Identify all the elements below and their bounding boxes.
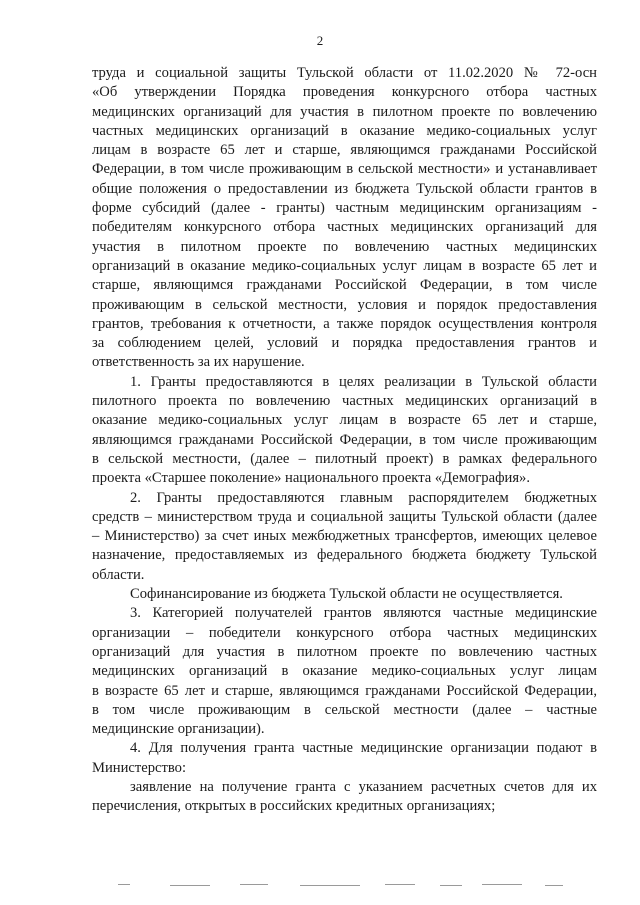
text-line: медицинских организаций в оказание медико-социальных услуг лицам <box>92 663 597 680</box>
text-line: организаций для участия в пилотном проекте по вовлечению частных <box>92 643 597 660</box>
text-line: общие положения о предоставлении из бюджета Тульской области грантов в <box>92 180 597 197</box>
text-line: медицинские организации). <box>92 721 265 738</box>
paragraph <box>92 739 597 778</box>
page-number: 2 <box>316 33 324 48</box>
text-line: за соблюдением целей, условий и порядка предоставления грантов и <box>92 335 597 352</box>
text-line: 1. Гранты предоставляются в целях реализации в Тульской области <box>130 373 597 390</box>
scan-artifact <box>545 885 563 886</box>
text-line: являющимся гражданами Российской Федерации, в том числе проживающим <box>92 431 597 448</box>
scan-artifact <box>240 884 268 885</box>
text-line: в том числе проживающим в сельской местности (далее – частные <box>92 701 597 718</box>
scan-artifact <box>170 885 210 886</box>
text-line: организаций в оказание медико-социальных услуг лицам в возрасте 65 лет и <box>92 257 597 274</box>
paragraph <box>92 64 597 373</box>
text-line: победителям конкурсного отбора частных медицинских организаций для <box>92 219 597 236</box>
paragraph <box>92 489 597 585</box>
scan-artifact <box>482 884 522 885</box>
text-line: организации – победители конкурсного отбора частных медицинских <box>92 624 597 641</box>
text-line: форме субсидий (далее - гранты) частным медицинским организациям - <box>92 200 597 217</box>
text-line: 4. Для получения гранта частные медицинские организации подают в <box>130 740 597 757</box>
text-line: частных медицинских организаций в оказание медико-социальных услуг <box>92 122 597 139</box>
paragraph <box>92 604 597 739</box>
text-line: проекта «Старшее поколение» национального проекта «Демография». <box>92 470 531 487</box>
text-line: – Министерство) за счет иных межбюджетных трансфертов, имеющих целевое <box>92 528 597 545</box>
text-line: оказание медико-социальных услуг лицам в возрасте 65 лет и старше, <box>92 412 597 429</box>
text-line: в возрасте 65 лет и старше, являющимся гражданами Российской Федерации, <box>92 682 597 699</box>
text-line: 3. Категорией получателей грантов являются частные медицинские <box>130 605 597 622</box>
paragraph <box>92 585 597 604</box>
text-line: медицинских организаций для участия в пилотном проекте по вовлечению <box>92 103 597 120</box>
text-line: в сельской местности, (далее – пилотный проект) в рамках федерального <box>92 450 597 467</box>
text-line: грантов, требования к отчетности, а также порядок осуществления контроля <box>92 315 597 332</box>
text-line: «Об утверждении Порядка проведения конкурсного отбора частных <box>92 84 597 101</box>
scan-artifact <box>118 884 130 885</box>
text-line: ответственность за их нарушение. <box>92 354 305 371</box>
text-line: области. <box>92 566 145 583</box>
text-line: 2. Гранты предоставляются главным распорядителем бюджетных <box>130 489 597 506</box>
text-line: проживающим в сельской местности, условия и порядок предоставления <box>92 296 597 313</box>
scan-artifact <box>300 885 360 886</box>
text-line: перечисления, открытых в российских кредитных организациях; <box>92 798 496 815</box>
scan-artifact <box>440 885 462 886</box>
text-line: Федерации, в том числе проживающим в сельской местности» и устанавливает <box>92 161 597 178</box>
text-line: заявление на получение гранта с указанием расчетных счетов для их <box>130 778 597 795</box>
text-line: назначение, предоставляемых из федерального бюджета бюджету Тульской <box>92 547 597 564</box>
text-line: участия в пилотном проекте по вовлечению частных медицинских <box>92 238 597 255</box>
document-body <box>92 64 597 817</box>
text-line: Софинансирование из бюджета Тульской области не осуществляется. <box>130 586 563 603</box>
text-line: Министерство: <box>92 759 187 776</box>
paragraph <box>92 778 597 817</box>
text-line: лицам в возрасте 65 лет и старше, являющимся гражданами Российской <box>92 142 597 159</box>
scan-artifact <box>385 884 415 885</box>
text-line: пилотного проекта по вовлечению частных медицинских организаций в <box>92 393 597 410</box>
paragraph <box>92 373 597 489</box>
text-line: старше, являющимся гражданами Российской Федерации, в том числе <box>92 277 597 294</box>
text-line: труда и социальной защиты Тульской области от 11.02.2020 № 72-осн <box>92 65 597 81</box>
text-line: средств – министерством труда и социальной защиты Тульской области (далее <box>92 508 597 525</box>
